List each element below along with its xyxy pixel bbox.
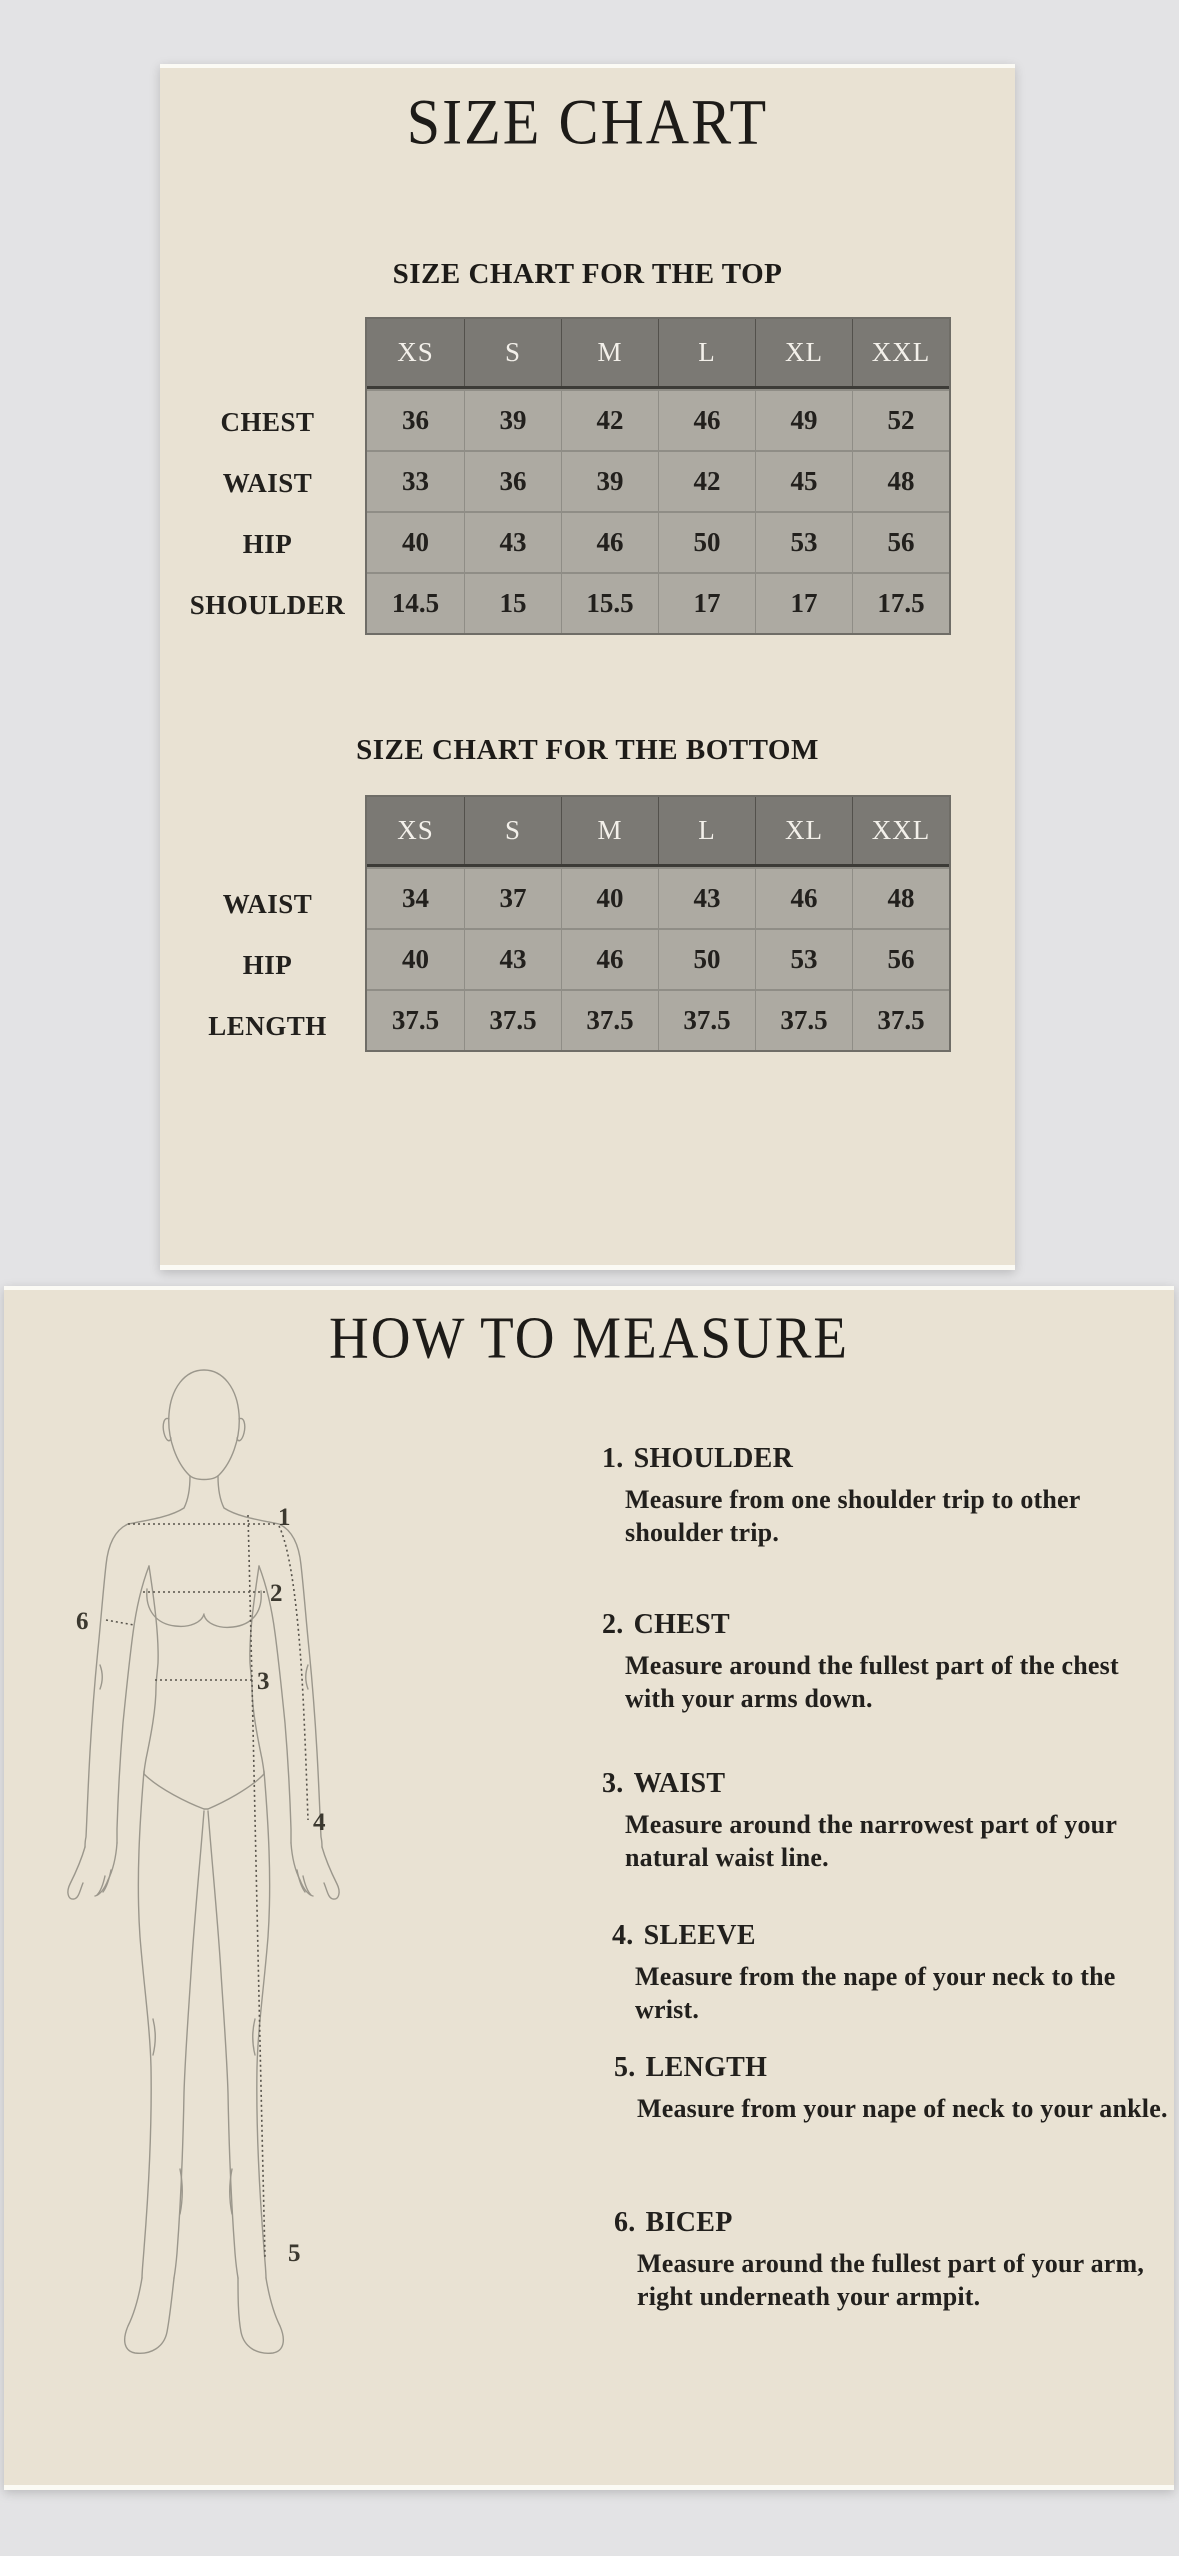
size-column-header: L <box>658 797 755 864</box>
row-label: SHOULDER <box>189 590 346 620</box>
table-row <box>367 928 949 989</box>
size-cell: 17 <box>755 574 852 633</box>
size-column-header: S <box>464 319 561 386</box>
row-label: HIP <box>242 529 293 559</box>
measure-item-heading <box>602 1608 1172 1642</box>
size-header-row <box>367 319 949 389</box>
figure-label-5: 5 <box>288 2240 301 2267</box>
size-column-header: XL <box>755 319 852 386</box>
size-cell: 37.5 <box>367 991 464 1050</box>
measure-item-heading <box>602 1442 1172 1476</box>
size-cell: 46 <box>561 930 658 989</box>
figure-label-4: 4 <box>313 1809 326 1836</box>
size-column-header: XXL <box>852 797 949 864</box>
size-cell: 37.5 <box>464 991 561 1050</box>
measure-item-length <box>614 2051 1179 2125</box>
row-label: LENGTH <box>208 1011 327 1041</box>
size-column-header: XXL <box>852 319 949 386</box>
row-label: WAIST <box>222 889 313 919</box>
size-column-header: S <box>464 797 561 864</box>
measure-item-description: Measure from your nape of neck to your ankle. <box>637 2094 1168 2123</box>
measure-item-title: SHOULDER <box>633 1443 794 1474</box>
size-cell: 42 <box>658 452 755 511</box>
size-cell: 46 <box>561 513 658 572</box>
measure-item-title: SLEEVE <box>643 1920 756 1951</box>
size-header-row <box>367 797 949 867</box>
size-cell: 49 <box>755 391 852 450</box>
size-cell: 39 <box>464 391 561 450</box>
size-cell: 37.5 <box>658 991 755 1050</box>
size-cell: 50 <box>658 513 755 572</box>
figure-label-2: 2 <box>270 1580 283 1607</box>
measurement-figure <box>56 1367 376 2367</box>
size-column-header: XS <box>367 797 464 864</box>
size-cell: 36 <box>367 391 464 450</box>
size-cell: 46 <box>658 391 755 450</box>
size-table-top <box>160 317 1015 637</box>
figure-label-6: 6 <box>76 1608 89 1635</box>
size-cell: 53 <box>755 930 852 989</box>
body-croquis-illustration <box>56 1367 376 2367</box>
size-cell: 17 <box>658 574 755 633</box>
measure-item-title: CHEST <box>633 1609 731 1640</box>
size-cell: 45 <box>755 452 852 511</box>
size-cell: 15 <box>464 574 561 633</box>
top-table-heading: SIZE CHART FOR THE TOP <box>392 258 783 290</box>
size-cell: 34 <box>367 869 464 928</box>
length-measure-line <box>248 1515 265 2257</box>
size-chart-card <box>160 64 1015 1270</box>
measure-item-number: 2. <box>602 1609 624 1640</box>
measure-instructions-list <box>602 1290 1177 2485</box>
size-column-header: M <box>561 319 658 386</box>
bicep-measure-line <box>106 1620 134 1625</box>
sleeve-measure-line <box>279 1526 308 1820</box>
size-cell: 37.5 <box>561 991 658 1050</box>
size-cell: 43 <box>464 930 561 989</box>
body-outline <box>68 1370 339 2353</box>
measure-item-description: Measure from the nape of your neck to the wrist. <box>635 1962 1116 2024</box>
table-row <box>367 389 949 450</box>
size-column-header: XS <box>367 319 464 386</box>
size-cell: 40 <box>367 513 464 572</box>
measure-item-description: Measure around the fullest part of the chest with your arms down. <box>625 1651 1119 1713</box>
table-row <box>367 450 949 511</box>
measure-item-heading <box>614 2206 1179 2240</box>
size-cell: 17.5 <box>852 574 949 633</box>
size-cell: 52 <box>852 391 949 450</box>
size-cell: 42 <box>561 391 658 450</box>
size-cell: 36 <box>464 452 561 511</box>
how-to-measure-card <box>4 1286 1174 2490</box>
measure-item-description: Measure around the fullest part of your arm, right underneath your armpit. <box>637 2249 1145 2311</box>
row-label: CHEST <box>220 407 315 437</box>
measure-item-sleeve <box>612 1919 1179 2026</box>
table-row <box>367 572 949 633</box>
size-column-header: XL <box>755 797 852 864</box>
size-column-header: L <box>658 319 755 386</box>
size-cell: 50 <box>658 930 755 989</box>
table-row <box>367 989 949 1050</box>
size-cell: 46 <box>755 869 852 928</box>
measurement-dotted-lines <box>106 1515 308 2257</box>
size-cell: 43 <box>658 869 755 928</box>
size-cell: 53 <box>755 513 852 572</box>
figure-label-3: 3 <box>257 1668 270 1695</box>
figure-label-1: 1 <box>278 1504 291 1531</box>
measure-item-heading <box>612 1919 1179 1953</box>
measure-item-title: WAIST <box>633 1768 726 1799</box>
row-labels-column <box>175 874 360 1057</box>
size-cell: 56 <box>852 513 949 572</box>
size-chart-title: SIZE CHART <box>406 86 769 158</box>
size-cell: 37 <box>464 869 561 928</box>
measure-item-description: Measure around the narrowest part of your natural waist line. <box>625 1810 1117 1872</box>
size-cell: 48 <box>852 869 949 928</box>
table-row <box>367 511 949 572</box>
size-table-bottom <box>160 795 1015 1045</box>
measure-item-number: 4. <box>612 1920 634 1951</box>
measure-item-number: 1. <box>602 1443 624 1474</box>
measure-item-number: 5. <box>614 2052 636 2083</box>
measure-item-chest <box>602 1608 1172 1715</box>
size-cell: 56 <box>852 930 949 989</box>
measure-item-heading <box>614 2051 1179 2085</box>
how-to-measure-title: HOW TO MEASURE <box>329 1304 849 1371</box>
size-column-header: M <box>561 797 658 864</box>
measure-item-shoulder <box>602 1442 1172 1549</box>
size-cell: 43 <box>464 513 561 572</box>
size-cell: 33 <box>367 452 464 511</box>
size-grid <box>365 795 951 1052</box>
measure-item-waist <box>602 1767 1172 1874</box>
size-grid <box>365 317 951 635</box>
size-cell: 15.5 <box>561 574 658 633</box>
size-cell: 14.5 <box>367 574 464 633</box>
size-cell: 37.5 <box>852 991 949 1050</box>
measure-item-description: Measure from one shoulder trip to other shoulder trip. <box>625 1485 1081 1547</box>
size-cell: 48 <box>852 452 949 511</box>
measure-item-bicep <box>614 2206 1179 2313</box>
measure-item-title: BICEP <box>645 2207 733 2238</box>
row-label: HIP <box>242 950 293 980</box>
size-cell: 39 <box>561 452 658 511</box>
measure-item-number: 6. <box>614 2207 636 2238</box>
table-row <box>367 867 949 928</box>
measure-item-number: 3. <box>602 1768 624 1799</box>
size-cell: 40 <box>561 869 658 928</box>
size-cell: 37.5 <box>755 991 852 1050</box>
bottom-table-heading: SIZE CHART FOR THE BOTTOM <box>356 734 819 766</box>
row-label: WAIST <box>222 468 313 498</box>
row-labels-column <box>175 392 360 636</box>
measure-item-heading <box>602 1767 1172 1801</box>
measure-item-title: LENGTH <box>645 2052 768 2083</box>
size-cell: 40 <box>367 930 464 989</box>
